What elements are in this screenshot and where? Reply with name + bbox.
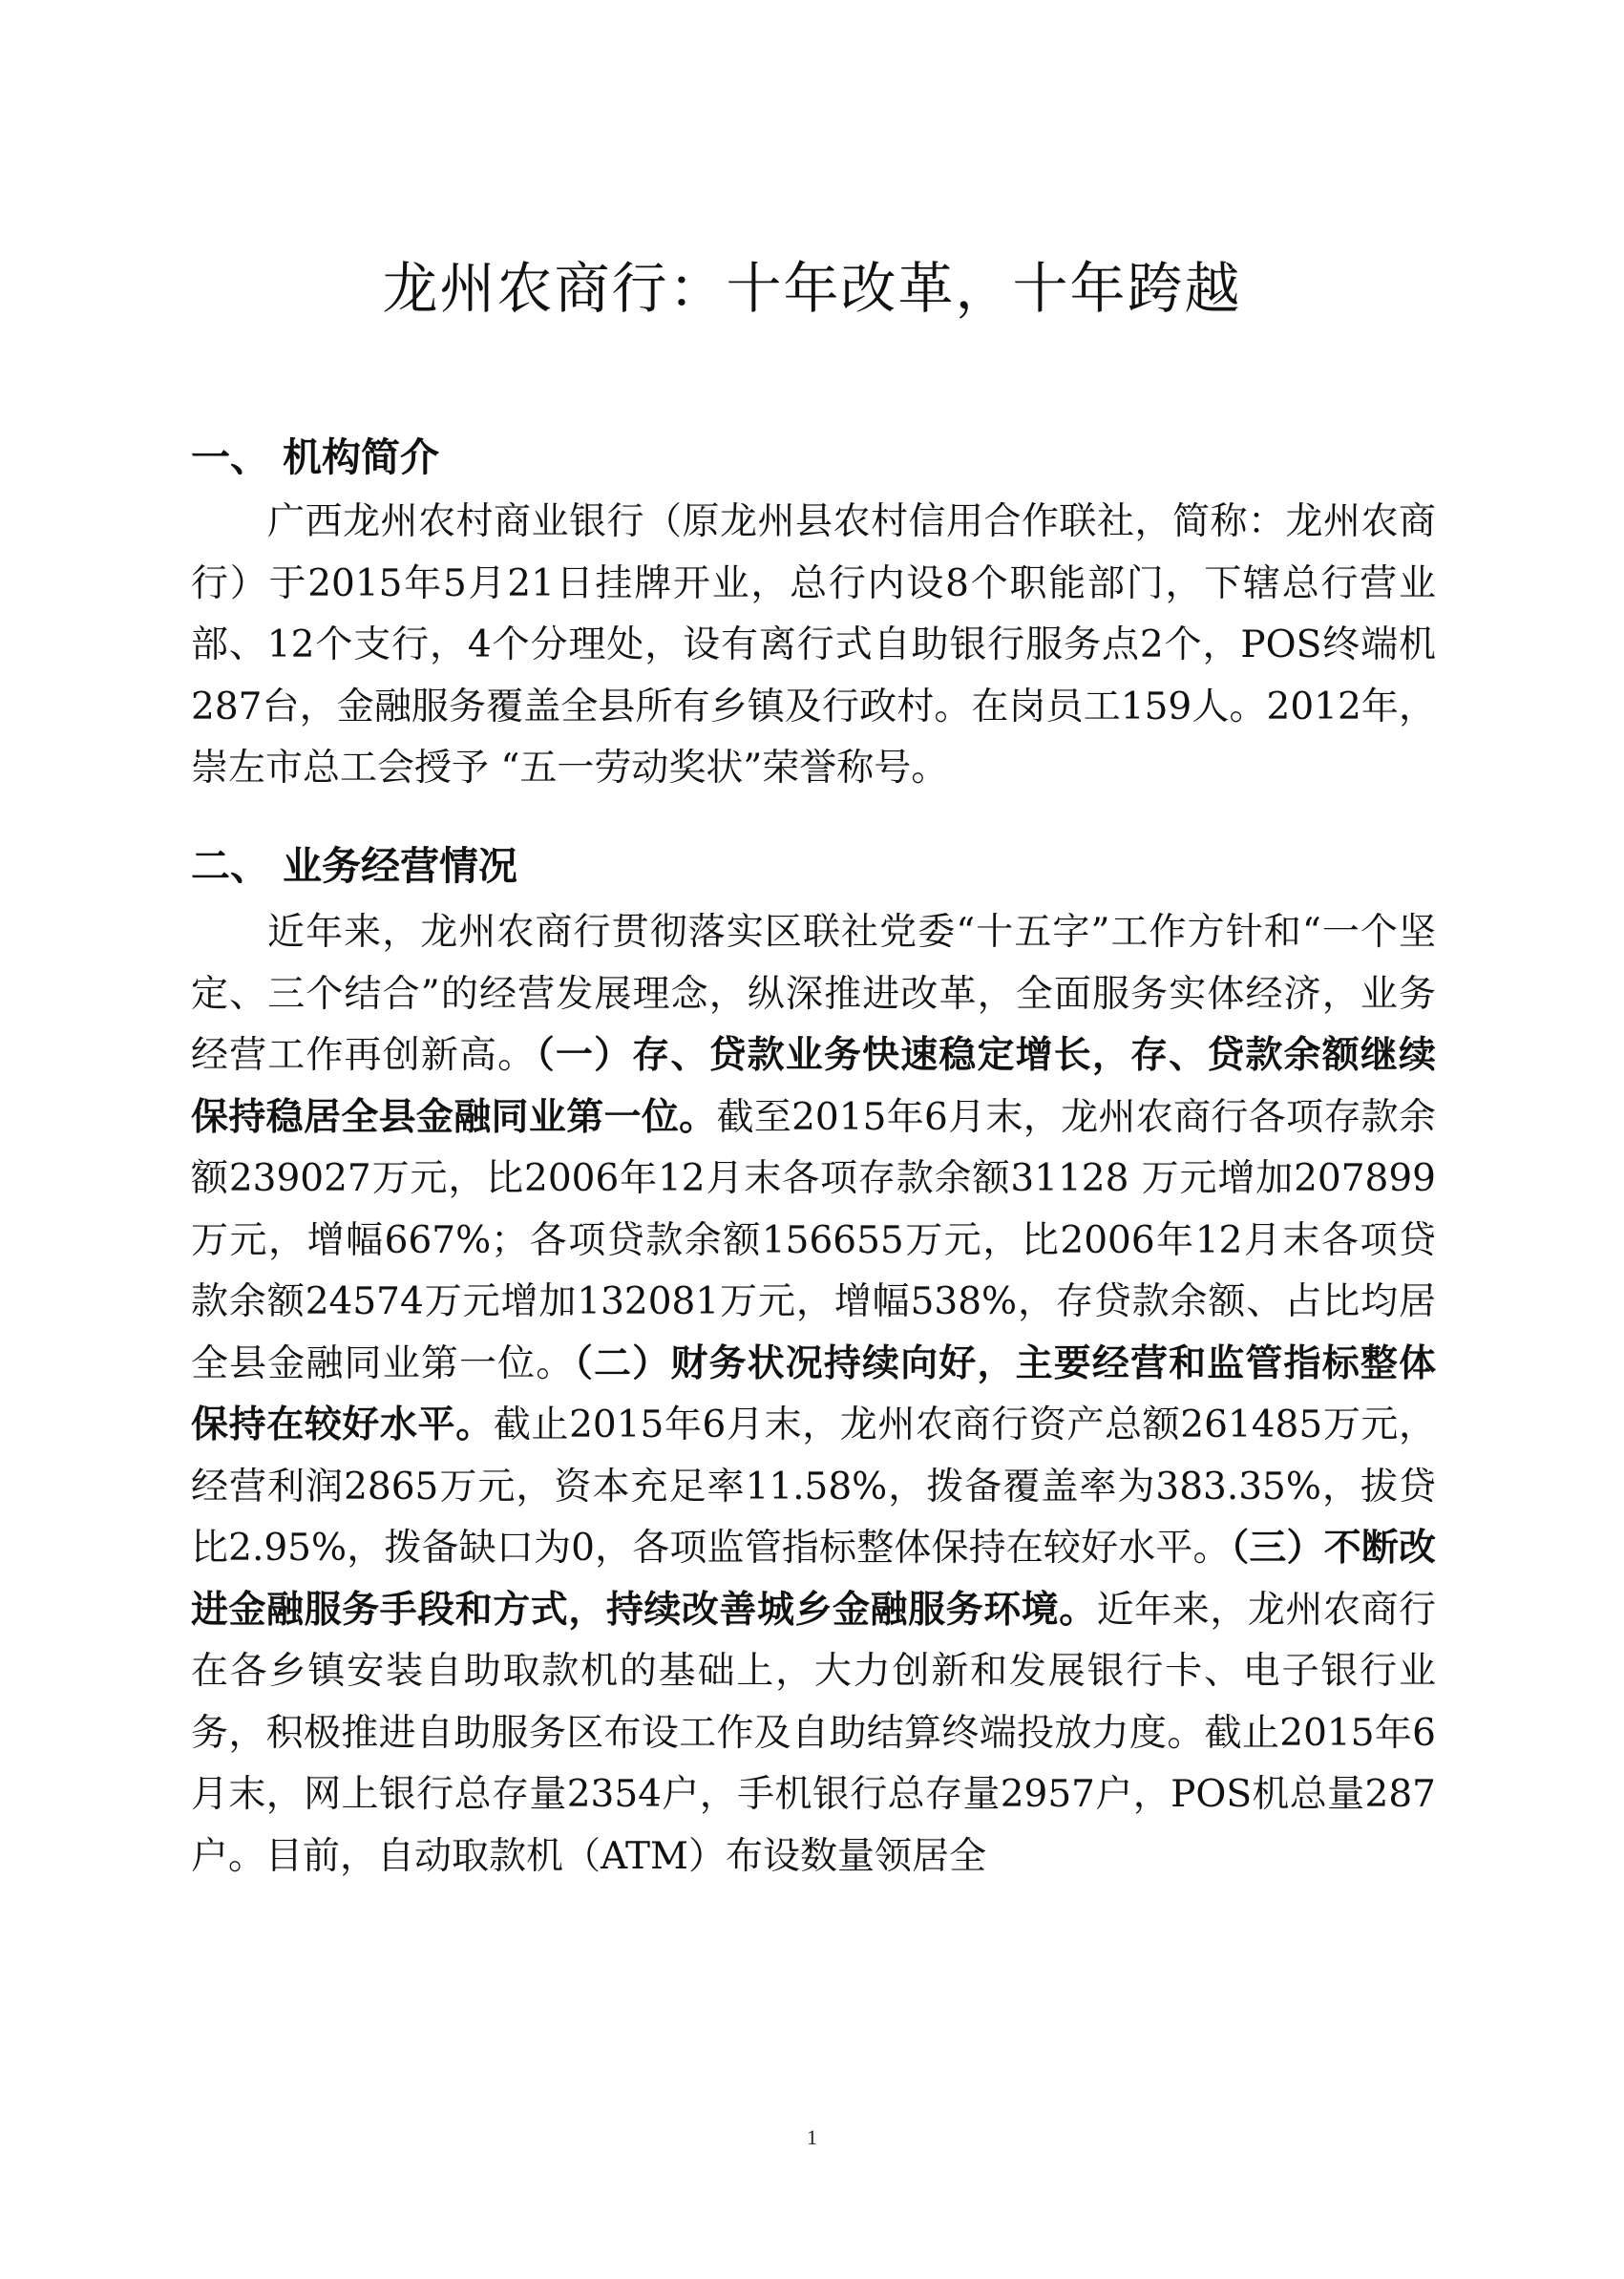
bold-subheading-run: （三）不断改进金融服务手段和方式，持续改善城乡金融服务环境。	[191, 1527, 1436, 1632]
page-number: 1	[807, 2125, 817, 2149]
section-number-2: 二、	[191, 843, 269, 889]
section-heading-2	[191, 834, 517, 897]
paragraph-run: 截止2015年6月末，龙州农商行资产总额261485万元，经营利润2865万元，资本充足率11.58%，拨备覆盖率为383.35%，拔贷比2.95%，拨备缺口为0，各项监管指标整体保持在较好水平。	[191, 1403, 1436, 1570]
bold-subheading-run: （一）存、贷款业务快速稳定增长，存、贷款余额继续保持稳居全县金融同业第一位。	[191, 1034, 1436, 1139]
section-paragraph-2	[191, 902, 1436, 1888]
section-title-1: 机构简介	[283, 434, 439, 480]
paragraph-run: 截至2015年6月末，龙州农商行各项存款余额239027万元，比2006年12月末各项存款余额31128 万元增加207899万元，增幅667%；各项贷款余额156655万元，比2006年12月末各项贷款余额24574万元增加132081万元，增幅538%，存贷款余额、占比均居全县金融同业第一位。	[191, 1095, 1436, 1385]
section-title-2: 业务经营情况	[283, 843, 517, 889]
paragraph-run: 近年来，龙州农商行在各乡镇安装自助取款机的基础上，大力创新和发展银行卡、电子银行业务，积极推进自助服务区布设工作及自助结算终端投放力度。截止2015年6月末，网上银行总存量2354户，手机银行总存量2957户，POS机总量287户。目前，自动取款机（ATM）布设数量领居全	[191, 1588, 1436, 1878]
section-paragraph-1: 广西龙州农村商业银行（原龙州县农村信用合作联社，简称：龙州农商行）于2015年5月21日挂牌开业，总行内设8个职能部门，下辖总行营业部、12个支行，4个分理处，设有离行式自助银行服务点2个，POS终端机287台，金融服务覆盖全县所有乡镇及行政村。在岗员工159人。2012年，崇左市总工会授予 “五一劳动奖状”荣誉称号。	[191, 500, 1436, 790]
document-title: 龙州农商行：十年改革，十年跨越	[382, 256, 1242, 321]
paragraph-run: 近年来，龙州农商行贯彻落实区联社党委“十五字”工作方针和“一个坚定、三个结合”的经营发展理念，纵深推进改革，全面服务实体经济，业务经营工作再创新高。	[191, 911, 1436, 1077]
section-number-1: 一、	[191, 434, 269, 480]
bold-subheading-run: （二）财务状况持续向好，主要经营和监管指标整体保持在较好水平。	[191, 1341, 1436, 1446]
section-heading-1	[191, 426, 439, 489]
